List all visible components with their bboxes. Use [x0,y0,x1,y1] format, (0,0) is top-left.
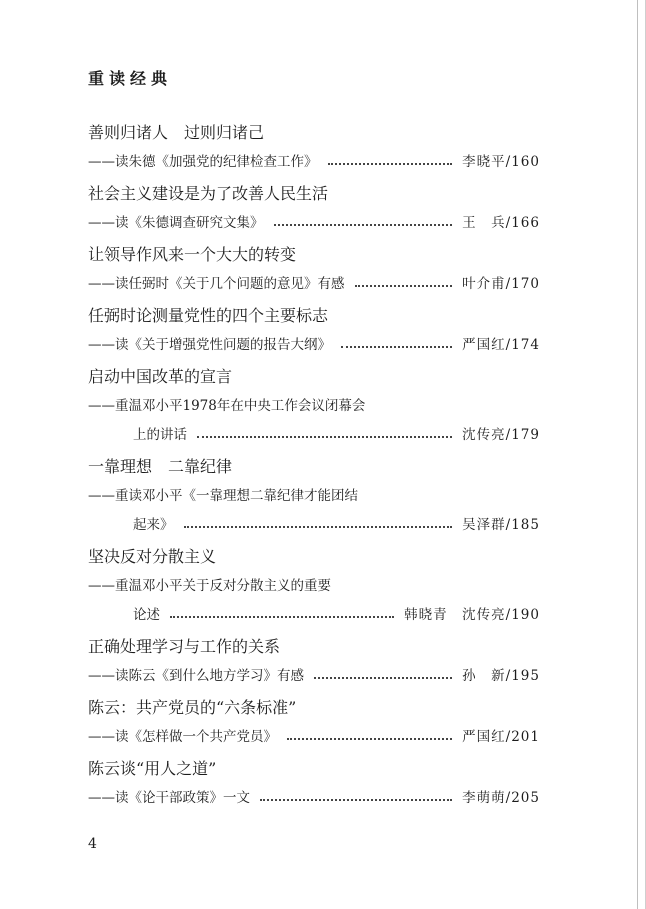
entry-subtitle: ——读任弼时《关于几个问题的意见》有感 [88,276,345,292]
toc-entry[interactable] [88,456,540,546]
dot-leader [274,224,453,226]
entry-author-page: 李萌萌/205 [462,790,540,806]
entry-subtitle-continued: 上的讲话 [133,427,187,443]
entry-subtitle: ——重温邓小平关于反对分散主义的重要 [88,578,331,594]
entry-title: 陈云：共产党员的“六条标准” [88,698,297,717]
entry-title: 启动中国改革的宣言 [88,367,233,386]
entry-author-page: 严国红/201 [462,729,540,745]
entry-author-page: 沈传亮/179 [462,427,540,443]
entry-author-page: 严国红/174 [462,337,540,353]
entry-subtitle: ——读《怎样做一个共产党员》 [88,729,277,745]
toc-entry[interactable] [88,697,540,758]
entry-title: 任弼时论测量党性的四个主要标志 [88,306,329,325]
section-title: 重读经典 [88,69,173,88]
dot-leader [314,677,452,679]
dot-leader [170,616,394,618]
entry-author-page: 叶介甫/170 [462,276,540,292]
entry-subtitle: ——重温邓小平1978年在中央工作会议闭幕会 [88,398,366,414]
dot-leader [197,436,452,438]
dot-leader [260,799,452,801]
dot-leader [184,526,453,528]
entry-subtitle: ——读朱德《加强党的纪律检查工作》 [88,154,318,170]
entry-subline [88,335,540,355]
entry-subtitle-continued: 起来》 [133,517,174,533]
toc-entry[interactable] [88,244,540,305]
dot-leader [328,163,453,165]
entry-title: 正确处理学习与工作的关系 [88,637,281,656]
toc-entry[interactable] [88,305,540,366]
entry-title: 让领导作风来一个大大的转变 [88,245,297,264]
toc-entry[interactable] [88,758,540,819]
table-of-contents [88,122,540,819]
entry-title: 社会主义建设是为了改善人民生活 [88,184,329,203]
toc-entry[interactable] [88,546,540,636]
page-edge-line [637,0,638,909]
toc-entry[interactable] [88,636,540,697]
entry-subline [88,274,540,294]
entry-subtitle: ——读《论干部政策》一文 [88,790,250,806]
dot-leader [355,285,453,287]
entry-subline [88,515,540,535]
entry-subline [88,152,540,172]
entry-subtitle: ——读《关于增强党性问题的报告大纲》 [88,337,331,353]
dot-leader [341,346,452,348]
entry-author-page: 吴泽群/185 [462,517,540,533]
entry-subline [88,605,540,625]
entry-title: 陈云谈“用人之道” [88,759,217,778]
dot-leader [287,738,452,740]
entry-title: 一靠理想 二靠纪律 [88,457,233,476]
entry-subline [88,727,540,747]
entry-subline [88,666,540,686]
entry-author-page: 李晓平/160 [462,154,540,170]
entry-subtitle-continued: 论述 [133,607,160,623]
toc-entry[interactable] [88,122,540,183]
entry-author-page: 孙 新/195 [462,668,540,684]
page-number: 4 [88,836,97,852]
entry-subline [88,425,540,445]
entry-subline [88,213,540,233]
entry-subline [88,788,540,808]
entry-subtitle: ——读《朱德调查研究文集》 [88,215,264,231]
entry-subtitle: ——读陈云《到什么地方学习》有感 [88,668,304,684]
entry-subtitle: ——重读邓小平《一靠理想二靠纪律才能团结 [88,488,358,504]
toc-entry[interactable] [88,366,540,456]
entry-author-page: 韩晓青 沈传亮/190 [404,607,540,623]
entry-title: 坚决反对分散主义 [88,547,217,566]
toc-entry[interactable] [88,183,540,244]
entry-author-page: 王 兵/166 [462,215,540,231]
entry-title: 善则归诸人 过则归诸己 [88,123,265,142]
